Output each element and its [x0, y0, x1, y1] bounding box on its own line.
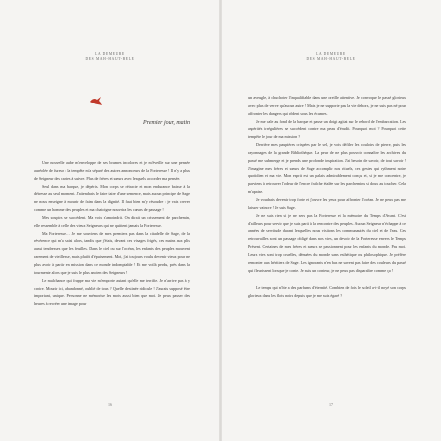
paragraph: Une nouvelle aube m'enveloppe de ses brumes incolores et je m'éveille sur une pensée auréolée de fureur : la tempête m'a séparé des autres annonceurs de la Forteresse ! Il n'y a plus de Seigneur des cartes à suivre. Plus de frères et sœurs avec lesquels accorder ma pensée.	[34, 160, 190, 181]
paragraph: Je me cale au fond de la barque et passe un doigt agitat sur le rebord de l'embarcation. Les aspérités irrégulières se succèdent contre ma peau d'érudit. Pourquoi moi ? Pourquoi cette tempête le jour de ma mission ?	[248, 118, 406, 140]
paragraph: un aveugle, à chuchoter l'inqualifiable dans une oreille attentive. Je convoque le passé glorieux avec plus de verve qu'aucun autre ! Mais je ne supporte pas la vie dehors, je ne suis pas né pour affronter les dangers qui rôdent sous les écumes.	[248, 95, 406, 116]
running-head-line2: DES MAH-HAUT-BELE	[85, 57, 135, 61]
red-bird-icon	[89, 96, 103, 106]
paragraph: Ma Forteresse… Je me souviens de mes premiers pas dans la citadelle de Sage, de la révérence qui m'a saisi alors, tandis que j'étais, devant ces visages frigés, ces mains aux plis aussi tendresses que les feuilles. Dans le ciel ou sur l'océan, les enfants des peuples mouvent rarement de vieillesse, mais plutôt d'épuisement. Moi, j'ai toujours voulu devenir vieux pour ne plus avoir à partir en mission dans ce monde indomptable ! Et me voilà perdu, près dans la tourmente alors que je suis le plus ancien des Seigneurs !	[34, 230, 190, 275]
running-head	[0, 52, 220, 62]
left-text-block	[34, 159, 190, 308]
right-text-block	[248, 94, 406, 300]
right-page	[221, 0, 441, 441]
page-number: 17	[329, 402, 333, 407]
section-title: Premier jour, matin	[143, 120, 190, 126]
paragraph: Derrière mes paupières crispées par le sel, je vois défiler les couloirs de pierre, puis les rayonnages de la grande Bibliothèque. La peur de ne plus pouvoir connaître les archives du passé me submerge et je prends une profonde inspiration. J'ai besoin de savoir, de tout savoir ! J'imagine mes frères et sœurs de Sage accomplir nos rituels, ces gestes qui rythment notre quotidien et ma vie. Mon esprit est un palais admirablement conçu et, si je me concentre, je parviens à retrouver l'odeur de l'encre fraîche étalée sur les parchemins si doux au toucher. Cela m'apaise.	[248, 142, 406, 195]
section-break	[248, 274, 406, 284]
running-head	[221, 52, 441, 62]
paragraph: Le temps qui n'ôte a des parfums d'éternité. Combien de fois le soleil a-t-il noyé son corps glorieux dans les flots noirs depuis que je me suis égaré ?	[248, 285, 406, 299]
page-number: 16	[108, 402, 112, 407]
running-head-line1: LA DEMEURE	[95, 52, 125, 56]
paragraph: Je voudrais devenir trop forte et j'ouvre les yeux pour affronter l'océan. Je ne peux pas me laisser vaincre ! Je suis Sage.	[248, 196, 406, 210]
paragraph: Mes soupirs se succèdent. Ma voix s'amoindrit. On dirait un crissement de parchemin, elle ressemble à celle des vieux Seigneurs qui ne quittent jamais la Forteresse.	[34, 214, 190, 228]
running-head-line2: DES MAH-HAUT-BELE	[306, 57, 356, 61]
running-head-line1: LA DEMEURE	[316, 52, 346, 56]
paragraph: Je ne suis rien si je ne sers pas la Forteresse et la mémoire du Temps d'Avant. C'est d'ailleurs pour servir que je suis parti à la rencontre des peuples. Aucun Seigneur n'échappe à ce années de servitude durant lesquelles nous visitons les communautés du ciel et de l'eau. Ces retrouvailles sont un passage obligé dans nos vies, un devoir de la Forteresse envers le Temps Présent. Certaines de mes frères et sœurs se passionnent pour les enfants du monde. Pas moi. Leurs vies sont trop cruelles, dénuées du monde sans esthétique ou philosophique. Je préfère remonter aux héritiers de Sage. Les ignorants n'en bas ne savent pas faire des couleurs du passé qui fleurissent lorsque je conte. Je suis un conteur, je ne peux pas disparaître comme ça !	[248, 212, 406, 273]
left-page	[0, 0, 220, 441]
paragraph: Le malchance qui frappe ma vie m'emporte autant qu'elle me terrifie. Je n'arrive pas à y croire. Mourir ici, abandonné, oublié de tous ? Quelle destinée ridicule ! J'aurais supposé être important, unique. Personne ne mémorise les mots aussi bien que moi. Je peux passer des heures à recréer une image pour	[34, 277, 190, 307]
paragraph: Seul dans ma barque, je dépéris. Mon corps se rétracte et mon endurance baisse à la détresse au seul moment. J'attendrais le faire taire d'une semence, mais aucun principe de Sage ne nous enseigne à mourir de faim dans la dignité. Il faut bien m'y résoudre : je vais crever comme un homme des peuples et ma chatoigne nouvrira les cœurs de passage !	[34, 183, 190, 213]
